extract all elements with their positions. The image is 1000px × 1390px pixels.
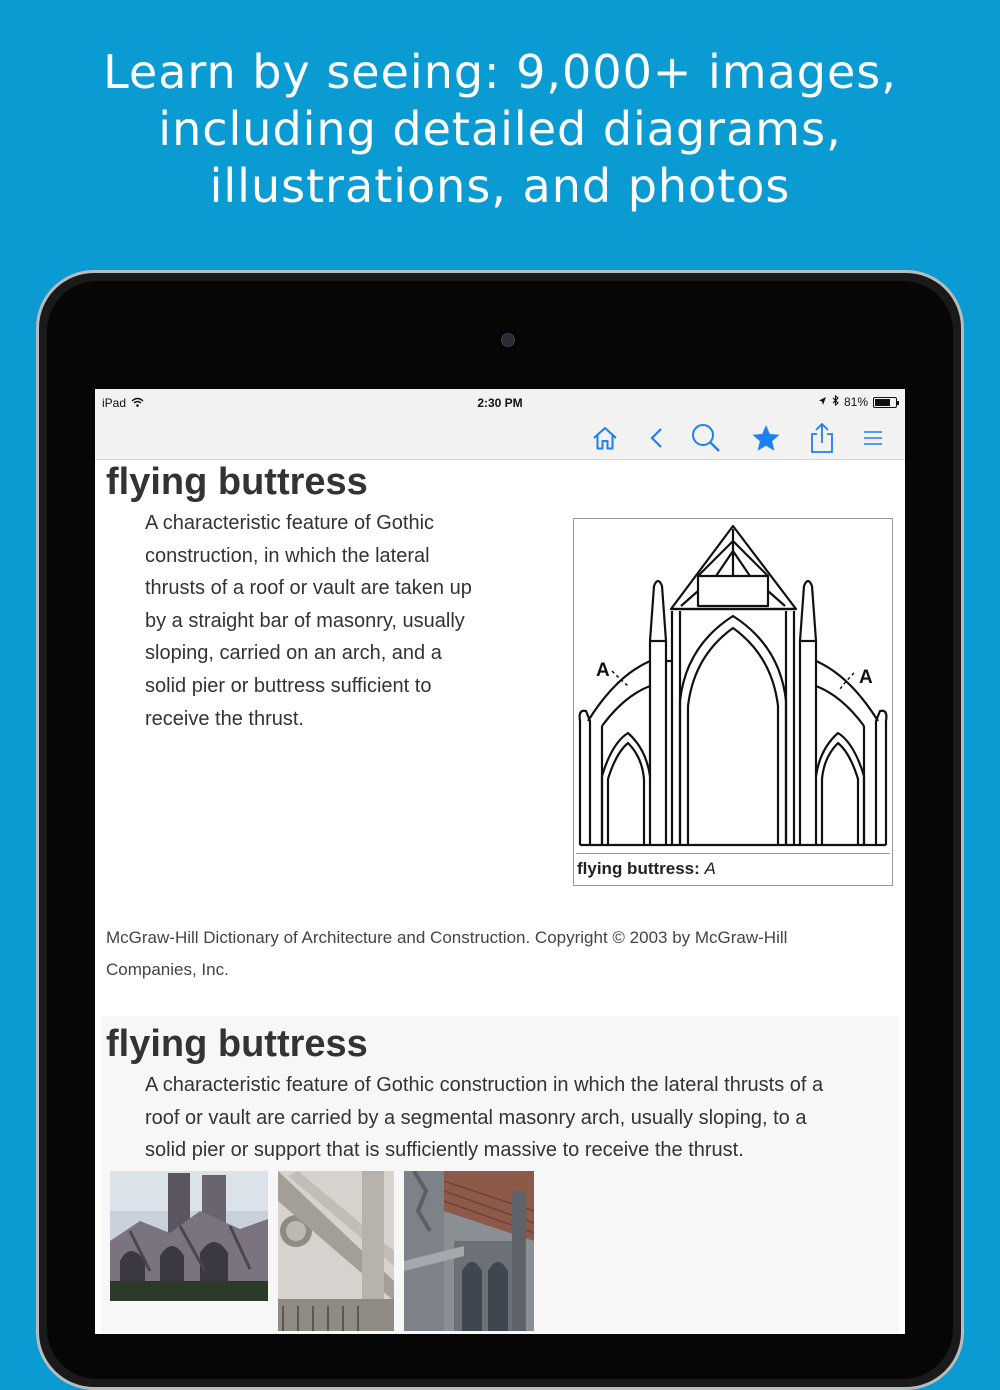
definition-line: sloping, carried on an arch, and a bbox=[145, 642, 442, 665]
citation-line: Companies, Inc. bbox=[106, 960, 229, 979]
battery-icon bbox=[873, 397, 897, 408]
definition-line: roof or vault are carried by a segmental masonry arch, usually sloping, to a bbox=[145, 1106, 807, 1129]
source-citation bbox=[106, 922, 896, 986]
bluetooth-icon bbox=[832, 395, 839, 409]
search-button[interactable] bbox=[688, 421, 724, 455]
status-right bbox=[818, 395, 897, 409]
entry-title: flying buttress bbox=[106, 461, 368, 503]
cathedral-photo-2[interactable] bbox=[278, 1171, 394, 1331]
diagram-label-left: A bbox=[596, 660, 610, 681]
back-button[interactable] bbox=[639, 421, 675, 455]
home-icon bbox=[591, 424, 619, 452]
battery-fill bbox=[875, 399, 890, 406]
menu-icon bbox=[862, 428, 884, 448]
back-chevron-icon bbox=[647, 424, 667, 452]
status-time: 2:30 PM bbox=[477, 396, 523, 410]
citation-line: McGraw-Hill Dictionary of Architecture and Construction. Copyright © 2003 by McGraw-Hill bbox=[106, 928, 788, 947]
entry-title-2: flying buttress bbox=[106, 1023, 368, 1065]
definition-line: receive the thrust. bbox=[145, 707, 304, 730]
promo-headline bbox=[0, 44, 1000, 215]
definition-line: construction, in which the lateral bbox=[145, 544, 430, 567]
menu-button[interactable] bbox=[855, 421, 891, 455]
battery-percent: 81% bbox=[843, 395, 868, 409]
device-name: iPad bbox=[102, 396, 127, 410]
entry-definition-2 bbox=[145, 1069, 905, 1167]
cathedral-photo-1[interactable] bbox=[110, 1171, 268, 1301]
figure-divider bbox=[576, 853, 890, 854]
search-icon bbox=[690, 422, 722, 454]
definition-line: by a straight bar of masonry, usually bbox=[145, 609, 465, 632]
figure-caption bbox=[577, 859, 716, 879]
ipad-screen bbox=[95, 389, 905, 1334]
caption-label: A bbox=[704, 859, 716, 878]
status-bar bbox=[95, 389, 905, 417]
app-toolbar bbox=[95, 417, 905, 460]
share-button[interactable] bbox=[804, 421, 840, 455]
definition-line: solid pier or buttress sufficient to bbox=[145, 674, 432, 697]
definition-line: A characteristic feature of Gothic bbox=[145, 512, 435, 534]
cathedral-photo-3[interactable] bbox=[404, 1171, 534, 1331]
bookmark-button[interactable] bbox=[748, 421, 784, 455]
headline-line-2: including detailed diagrams, bbox=[158, 102, 842, 156]
definition-line: A characteristic feature of Gothic construction in which the lateral thrusts of a bbox=[145, 1074, 824, 1096]
diagram-figure[interactable] bbox=[573, 518, 893, 886]
star-icon bbox=[751, 423, 781, 453]
definition-line: solid pier or support that is sufficiently massive to receive the thrust. bbox=[145, 1139, 744, 1162]
flying-buttress-diagram bbox=[576, 521, 890, 851]
entry-content bbox=[95, 460, 905, 1334]
caption-term: flying buttress: bbox=[577, 859, 700, 878]
diagram-label-right: A bbox=[859, 667, 873, 688]
share-icon bbox=[809, 422, 835, 454]
entry-definition bbox=[145, 507, 545, 735]
front-camera bbox=[501, 333, 515, 347]
location-arrow-icon bbox=[818, 395, 827, 409]
headline-line-3: illustrations, and photos bbox=[209, 159, 791, 213]
home-button[interactable] bbox=[587, 421, 623, 455]
definition-line: thrusts of a roof or vault are taken up bbox=[145, 577, 472, 600]
headline-line-1: Learn by seeing: 9,000+ images, bbox=[103, 45, 897, 99]
